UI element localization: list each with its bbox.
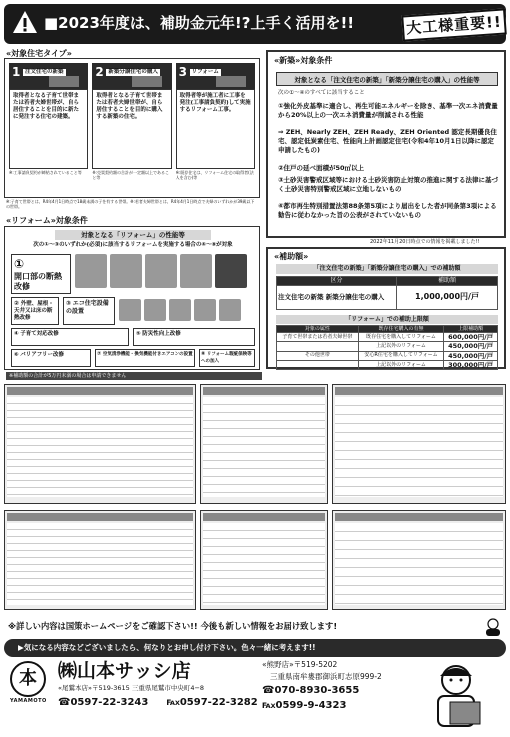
- homepage-notice: ※詳しい内容は国策ホームページをご確認下さい!! 今後も新しい情報をお届け致します!: [8, 621, 338, 631]
- person-icon: [482, 618, 504, 636]
- item-label: 子育て対応改修: [20, 331, 59, 337]
- item-number: ③: [66, 300, 72, 307]
- type-number: 1: [12, 65, 21, 79]
- childcare-subsidy-table: [200, 510, 328, 610]
- fax-icon: ℻: [262, 700, 276, 711]
- reform-sub: 次の①〜③のいずれか(必須)に該当するリフォームを実施する場合の④〜⑧が対象: [33, 242, 233, 248]
- date-note: 2022年11月20日時点での情報を掲載しました!!: [370, 239, 480, 245]
- fax-text: 0599-9-4323: [275, 700, 347, 711]
- phone-icon: ☎: [262, 685, 275, 696]
- table-rows: [335, 397, 503, 497]
- new-build-heading: «新築»対象条件: [274, 56, 333, 65]
- new-build-item-4: ④都市再生特別措置法第88条第5項により届出をした者が同条第3項による勧告に従わなかった旨の公表がされていないもの: [278, 202, 497, 219]
- kumano-fax: [262, 700, 346, 713]
- table-cell: [277, 360, 359, 369]
- table-rows: [7, 523, 193, 605]
- table-header: 既存住宅購入の有無: [358, 326, 443, 333]
- table-cell: [277, 342, 359, 351]
- item-label: エコ住宅設備の設置: [66, 300, 109, 315]
- item-number: ⑤: [136, 331, 141, 337]
- table-cell: 600,000円/戸: [444, 333, 498, 342]
- table-cell: 300,000円/戸: [444, 360, 498, 369]
- reform-item-6: [11, 349, 91, 367]
- logo-text: YAMAMOTO: [10, 698, 47, 704]
- zeh-badge-icon: [215, 254, 247, 288]
- reform-item-7: [95, 349, 195, 367]
- table-cell: 450,000円/戸: [444, 342, 498, 351]
- item-label: 開口部の断熱改修: [14, 272, 62, 291]
- reform-item-2: [11, 297, 59, 325]
- table-header: 対象の属性: [277, 326, 359, 333]
- reform-panel: [4, 226, 260, 370]
- target-types-heading: «対象住宅タイプ»: [6, 49, 72, 58]
- page-title: ■2023年度は、補助金元年!?上手く活用を!!: [44, 14, 355, 32]
- reform-item-8: [199, 349, 255, 367]
- important-stamp: 大工様重要!!: [401, 8, 507, 41]
- tel-text: 070-8930-3655: [274, 685, 360, 696]
- table-title-bar: [203, 387, 325, 395]
- reform-item-3: [63, 297, 115, 325]
- table-cell: 1,000,000円/戸: [397, 285, 498, 309]
- house-image: [49, 76, 79, 87]
- contact-band: ▶気になる内容などございましたら、何なりとお申し付け下さい。色々一緒に考えます!!: [4, 639, 506, 657]
- table-header: 上限補助額: [444, 326, 498, 333]
- new-build-intro: 対象となる「注文住宅の新築」「新築分譲住宅の購入」の性能等: [276, 72, 498, 86]
- item-number: ④: [14, 331, 19, 337]
- table-cell: その他世帯: [277, 351, 359, 360]
- main-office-contacts: [58, 697, 258, 710]
- type-note: ※:売買契約額の合計が一定額以上であること等: [92, 170, 170, 180]
- table-cell: 450,000円/戸: [444, 351, 498, 360]
- reform-note: ※補助額の合計が5万円未満の場合は申請できません: [6, 372, 262, 380]
- bathtub-icon: [194, 299, 216, 321]
- phone-icon: ☎: [58, 697, 71, 708]
- company-logo: [10, 661, 50, 704]
- item-number: ⑦: [97, 351, 102, 357]
- table-cell: 上記以外のリフォーム: [358, 342, 443, 351]
- reform-subsidy-table: [200, 384, 328, 504]
- table-title-bar: [7, 513, 193, 521]
- window-subsidy-table: [4, 384, 196, 504]
- door-icon: [180, 254, 212, 288]
- type-description: 取得者となる子育て世帯または若者夫婦世帯が、自ら居住することを目的に新たに発注する住宅の建築。: [9, 89, 88, 169]
- type-label: 新築分譲住宅の購入: [108, 69, 158, 75]
- table-rows: [203, 523, 325, 605]
- type-card-2: [92, 63, 171, 181]
- reform-item-5: [133, 328, 255, 346]
- new-build-item-3: ③土砂災害警戒区域等における土砂災害防止対策の推進に関する法律に基づく土砂災害特別警戒区域に立地しないもの: [278, 176, 499, 193]
- new-build-panel: [266, 50, 506, 238]
- reform-item-1: [11, 254, 71, 294]
- table-cell: 既存住宅を購入してリフォーム: [358, 333, 443, 342]
- table-header: 区分: [277, 277, 397, 286]
- table-header: 補助額: [397, 277, 498, 286]
- table-rows: [335, 523, 503, 605]
- item-label: 防災性向上改修: [142, 331, 181, 337]
- logo-mark: 本: [10, 661, 46, 697]
- reform-intro: 対象となる「リフォーム」の性能等: [55, 230, 211, 240]
- subsidy-table1-title: 「注文住宅の新築」「新築分譲住宅の購入」での補助額: [276, 264, 498, 274]
- door-subsidy-table: [332, 384, 506, 504]
- eco-equipment-images: [119, 299, 241, 321]
- item-number: ⑥: [14, 352, 19, 358]
- type-number: 3: [178, 65, 188, 79]
- fax-icon: ℻: [166, 697, 180, 708]
- table-title-bar: [7, 387, 193, 395]
- table-cell: 注文住宅の新築 新築分譲住宅の購入: [277, 285, 397, 309]
- title-bar: [4, 4, 506, 44]
- table-rows: [7, 397, 193, 497]
- faucet-icon: [169, 299, 191, 321]
- main-tel[interactable]: [58, 697, 148, 710]
- subsidy-heading: «補助額»: [274, 252, 309, 261]
- subsidy-panel: [266, 247, 506, 369]
- window-images: [75, 254, 255, 294]
- item-number: ①: [14, 257, 25, 271]
- item-label: 空気清浄機能・換気機能付きエアコンの設置: [102, 352, 193, 357]
- main-fax: [166, 697, 257, 710]
- type-number: 2: [95, 65, 104, 79]
- solar-water-heater-icon: [119, 299, 141, 321]
- window-icon: [75, 254, 107, 288]
- reform-heading: «リフォーム»対象条件: [6, 216, 88, 225]
- type-card-1: [9, 63, 88, 181]
- kumano-address: 三重県南牟婁郡御浜町志原999-2: [270, 672, 382, 681]
- worker-illustration: [410, 658, 502, 732]
- subsidy-table2: [276, 325, 498, 370]
- type-label: リフォーム: [191, 69, 219, 75]
- table-title-bar: [203, 513, 325, 521]
- item-number: ②: [14, 300, 20, 307]
- target-types-panel: [4, 58, 260, 198]
- warning-icon: [12, 10, 38, 34]
- type-label: 注文住宅の新築: [25, 69, 64, 75]
- type-note: ※:工事請負契約が締結されていること等: [9, 170, 82, 175]
- table-cell: 上記以外のリフォーム: [358, 360, 443, 369]
- type-card-3: [176, 63, 255, 181]
- detail-tables-area: [4, 384, 506, 614]
- house-image: [216, 76, 246, 87]
- table-cell: 安心R住宅を購入してリフォーム: [358, 351, 443, 360]
- table-title-bar: [335, 387, 503, 395]
- item-label: リフォーム瑕疵保険等への加入: [201, 352, 252, 364]
- reform-item-4: [11, 328, 129, 346]
- subsidy-table1: [276, 276, 498, 310]
- tel-text: 0597-22-3243: [70, 697, 149, 708]
- new-build-sub: 次の①〜④のすべてに該当すること: [278, 90, 365, 96]
- table-cell: 子育て世帯または若者夫婦世帯: [277, 333, 359, 342]
- new-build-item-1: ①強化外皮基準に適合し、再生可能エネルギーを除き、基準一次エネ消費量から20%以上の一次エネ消費量が削減される性能: [278, 102, 498, 119]
- toilet-icon: [144, 299, 166, 321]
- window-icon: [145, 254, 177, 288]
- item-number: ⑧: [201, 351, 206, 357]
- new-build-item-zeh: ⇒ ZEH、Nearly ZEH、ZEH Ready、ZEH Oriented 認定長期優良住宅、認定低炭素住宅、性能向上計画認定住宅(令和4年10月1日以降に認定申請したもの): [278, 128, 497, 154]
- table-rows: [203, 397, 325, 497]
- target-footnote: ※:子育て世帯とは、R4年4月1日時点で18歳未満の子を有する世帯。※:若者夫婦世帯とは、R4年4月1日時点で夫婦のいずれかが39歳以下の世帯。: [6, 199, 255, 209]
- kumano-label: «熊野店»〒519-5202: [262, 660, 338, 669]
- company-name: ㈱山本サッシ店: [58, 660, 191, 682]
- type-description: 取得者等が施工者に工事を発注(工事請負契約)して実施するリフォーム工事。: [176, 89, 255, 169]
- insulation-subsidy-table: [4, 510, 196, 610]
- subsidy-table2-title: 「リフォーム」での補助上限額: [276, 315, 498, 324]
- type-note: ※:既存住宅は、リフォーム住宅の取得者(法人を含む)等: [175, 170, 254, 180]
- house-image: [132, 76, 162, 87]
- window-icon: [110, 254, 142, 288]
- item-label: バリアフリー改修: [20, 352, 65, 358]
- water-heater-icon: [219, 299, 241, 321]
- type-description: 取得者となる子育て世帯または若者夫婦世帯が、自ら居住することを目的に購入する新築の住宅。: [92, 89, 171, 169]
- barrier-free-subsidy-table: [332, 510, 506, 610]
- main-office-address: «尾鷲本店»〒519-3615 三重県尾鷲市中央町4−8: [58, 684, 205, 692]
- new-build-item-2: ②住戸の延べ面積が50㎡以上: [278, 164, 365, 172]
- fax-text: 0597-22-3282: [179, 697, 258, 708]
- item-label: 外壁、屋根・天井又は床の断熱改修: [14, 301, 54, 321]
- kumano-tel[interactable]: [262, 685, 359, 698]
- table-title-bar: [335, 513, 503, 521]
